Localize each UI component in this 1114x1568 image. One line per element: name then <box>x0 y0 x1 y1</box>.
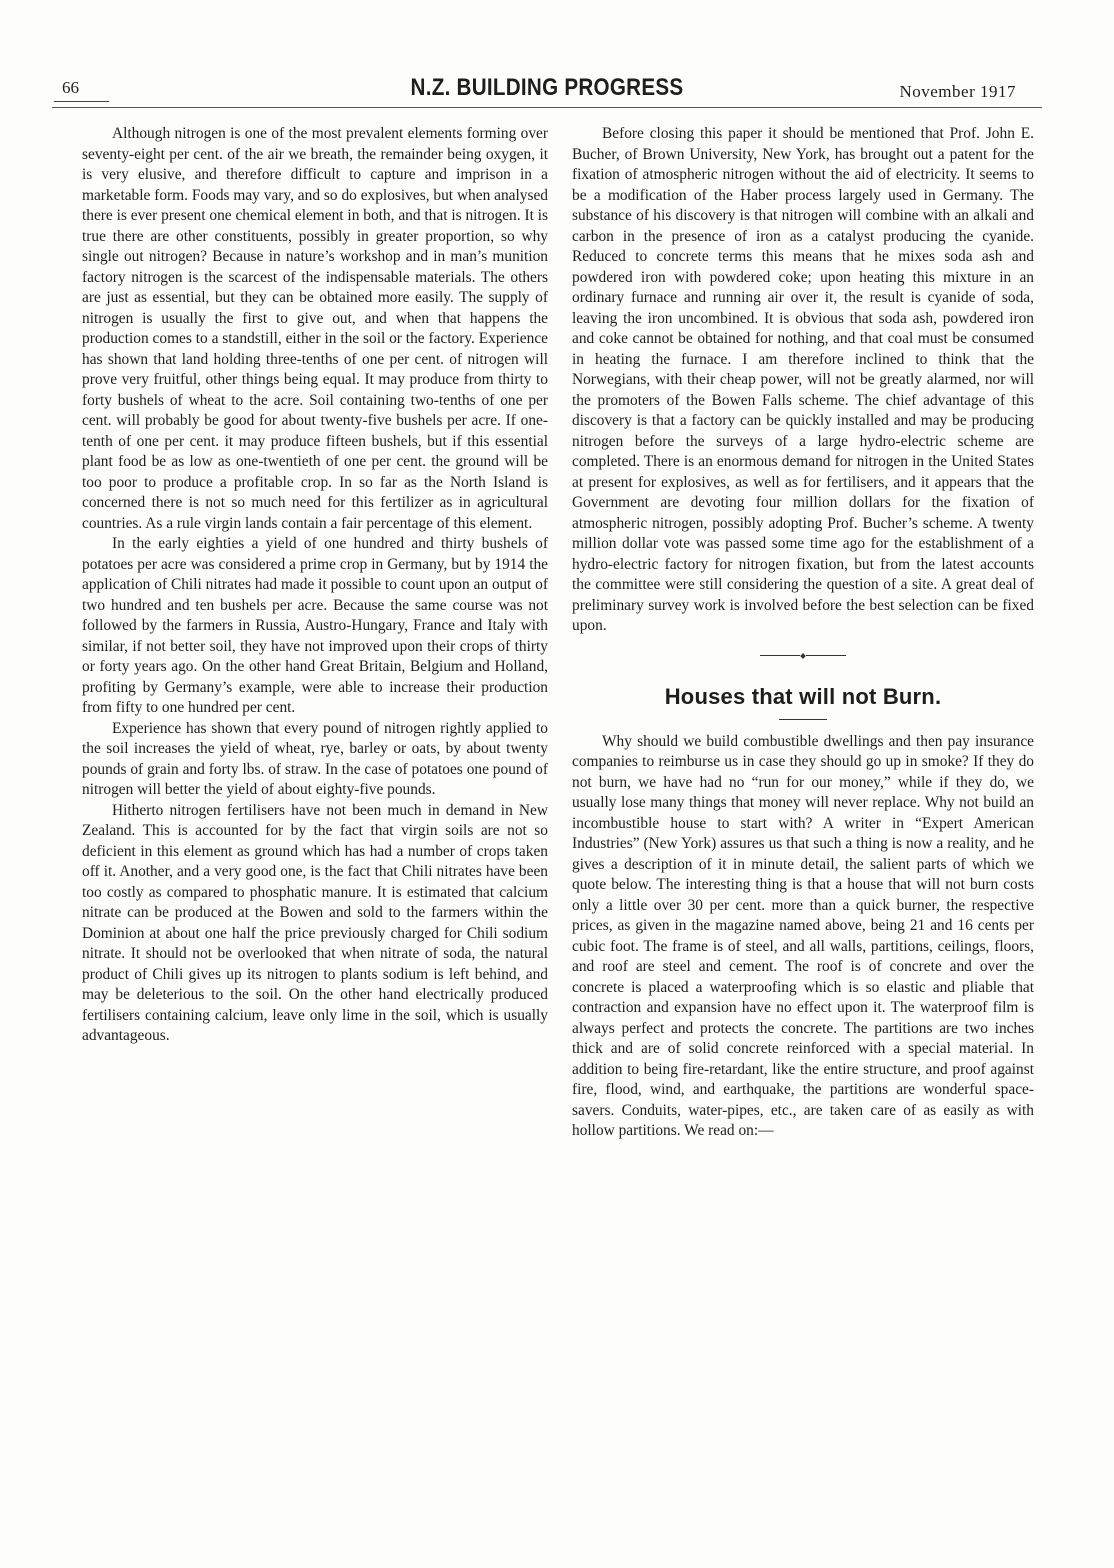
divider-diamond-icon <box>800 653 806 659</box>
paragraph: Hitherto nitrogen fertilisers have not been much in demand in New Zealand. This is accounted for by the fact that virgin soils are not so deficient in this element as ground which has had a number of crops taken off it. Another, and a very good one, is the fact that Chili nitrates have been too costly as compared to phosphatic manure. It is estimated that calcium nitrate can be produced at the Bowen and sold to the farmers within the Dominion at about one half the price previously charged for Chili sodium nitrate. It should not be overlooked that when nitrate of soda, the natural product of Chili gives up its nitrogen to plants sodium is left behind, and may be deleterious to the soil. On the other hand electrically produced fertilisers containing calcium, leave only lime in the soil, which is usually advantageous. <box>82 801 548 1044</box>
section-divider-ornament <box>572 651 1034 661</box>
page-number-underline <box>54 101 109 102</box>
header-rule <box>52 107 1042 108</box>
masthead-title: N.Z. BUILDING PROGRESS <box>410 74 684 101</box>
page-number: 66 <box>62 78 79 97</box>
paragraph: Although nitrogen is one of the most prevalent elements forming over seventy-eight per cent. of the air we breath, the remainder being oxygen, it is very elusive, and therefore difficult to capture and imprison in a marketable form. Foods may vary, and so do explosives, but when analysed there is ever present one chemical element in both, and that is nitrogen. It is true there are other constituents, possibly in greater proportion, so why single out nitrogen? Because in nature’s workshop and in man’s munition factory nitrogen is the scarcest of the indispensable materials. The others are just as essential, but they can be obtained more easily. The supply of nitrogen is usually the first to give out, and when that happens the production comes to a standstill, either in the soil or the factory. Experience has shown that land holding three-tenths of one per cent. of nitrogen will prove very fruitful, other things being equal. It may produce from thirty to forty bushels of wheat to the acre. Soil containing two-tenths of one per cent. will probably be good for about twenty-five bushels per acre. If one-tenth of one per cent. it may produce fifteen bushels, but if this essential plant food be as low as one-twentieth of one per cent. the ground will be too poor to produce a profitable crop. In so far as the North Island is concerned there is not so much need for this fertilizer as in agricultural countries. As a rule virgin lands contain a fair percentage of this element. <box>82 125 548 532</box>
paragraph: Experience has shown that every pound of nitrogen rightly applied to the soil increases the yield of wheat, rye, barley or oats, by about twenty pounds of grain and forty lbs. of straw. In the case of potatoes one pound of nitrogen will better the yield of about eighty-five pounds. <box>82 719 548 798</box>
right-column <box>572 124 1034 1142</box>
divider-line <box>760 655 800 656</box>
title-underline <box>779 719 827 720</box>
article-title: Houses that will not Burn. <box>664 683 942 709</box>
left-column <box>82 124 548 1047</box>
divider-line <box>806 655 846 656</box>
page-header <box>52 74 1042 108</box>
issue-date: November 1917 <box>899 82 1016 101</box>
paragraph: Why should we build combustible dwellings and then pay insurance companies to reimburse us in case they should go up in smoke? If they do not burn, we have had no “run for our money,” while if they do, we usually lose many things that money will never replace. Why not build an incombustible house to start with? A writer in “Expert American Industries” (New York) assures us that such a thing is now a reality, and he gives a description of it in minute detail, the salient parts of which we quote below. The interesting thing is that a house that will not burn costs only a little over 30 per cent. more than a quick burner, the respective prices, as given in the magazine named above, being 21 and 16 cents per cubic foot. The frame is of steel, and all walls, partitions, ceilings, floors, and roof are steel and cement. The roof is of concrete and over the concrete is placed a waterproofing which is so elastic and pliable that contraction and expansion have no effect upon it. The waterproof film is always perfect and protects the concrete. The partitions are two inches thick and are of solid concrete reinforced with a special material. In addition to being fire-retardant, like the entire structure, and proof against fire, flood, wind, and earthquake, the partitions are wonderful space-savers. Conduits, water-pipes, etc., are taken care of as easily as with hollow partitions. We read on:— <box>572 732 1034 1139</box>
paragraph: In the early eighties a yield of one hundred and thirty bushels of potatoes per acre was considered a prime crop in Germany, but by 1914 the application of Chili nitrates had made it possible to count upon an output of two hundred and ten bushels per acre. Because the same course was not followed by the farmers in Russia, Austro-Hungary, France and Italy with similar, if not better soil, they have not improved upon their crops of thirty or forty years ago. On the other hand Great Britain, Belgium and Holland, profiting by Germany’s example, were able to increase their production from fifty to one hundred per cent. <box>82 535 548 716</box>
paragraph: Before closing this paper it should be mentioned that Prof. John E. Bucher, of Brown University, New York, has brought out a patent for the fixation of atmospheric nitrogen without the aid of electricity. It seems to be a modification of the Haber process largely used in Germany. The substance of his discovery is that nitrogen will combine with an alkali and carbon in the presence of iron as a catalyst producing the cyanide. Reduced to concrete terms this means that he mixes soda ash and powdered iron with powdered coke; upon heating this mixture in an ordinary furnace and running air over it, the result is cyanide of soda, leaving the iron uncombined. It is obvious that soda ash, powdered iron and coke cannot be obtained for nothing, and that coal must be consumed in heating the furnace. I am therefore inclined to think that the Norwegians, with their cheap power, will not be greatly alarmed, nor will the promoters of the Bowen Falls scheme. The chief advantage of this discovery is that a factory can be quickly installed and may be producing nitrogen before the surveys of a large hydro-electric scheme are completed. There is an enormous demand for nitrogen in the United States at present for explosives, as well as for fertilisers, and it appears that the Government are devoting four million dollars for the fixation of atmospheric nitrogen, possibly adopting Prof. Bucher’s scheme. A twenty million dollar vote was passed some time ago for the establishment of a hydro-electric factory for nitrogen fixation, but from the latest accounts the committee were still considering the question of a site. A great deal of preliminary survey work is involved before the best selection can be fixed upon. <box>572 125 1034 634</box>
